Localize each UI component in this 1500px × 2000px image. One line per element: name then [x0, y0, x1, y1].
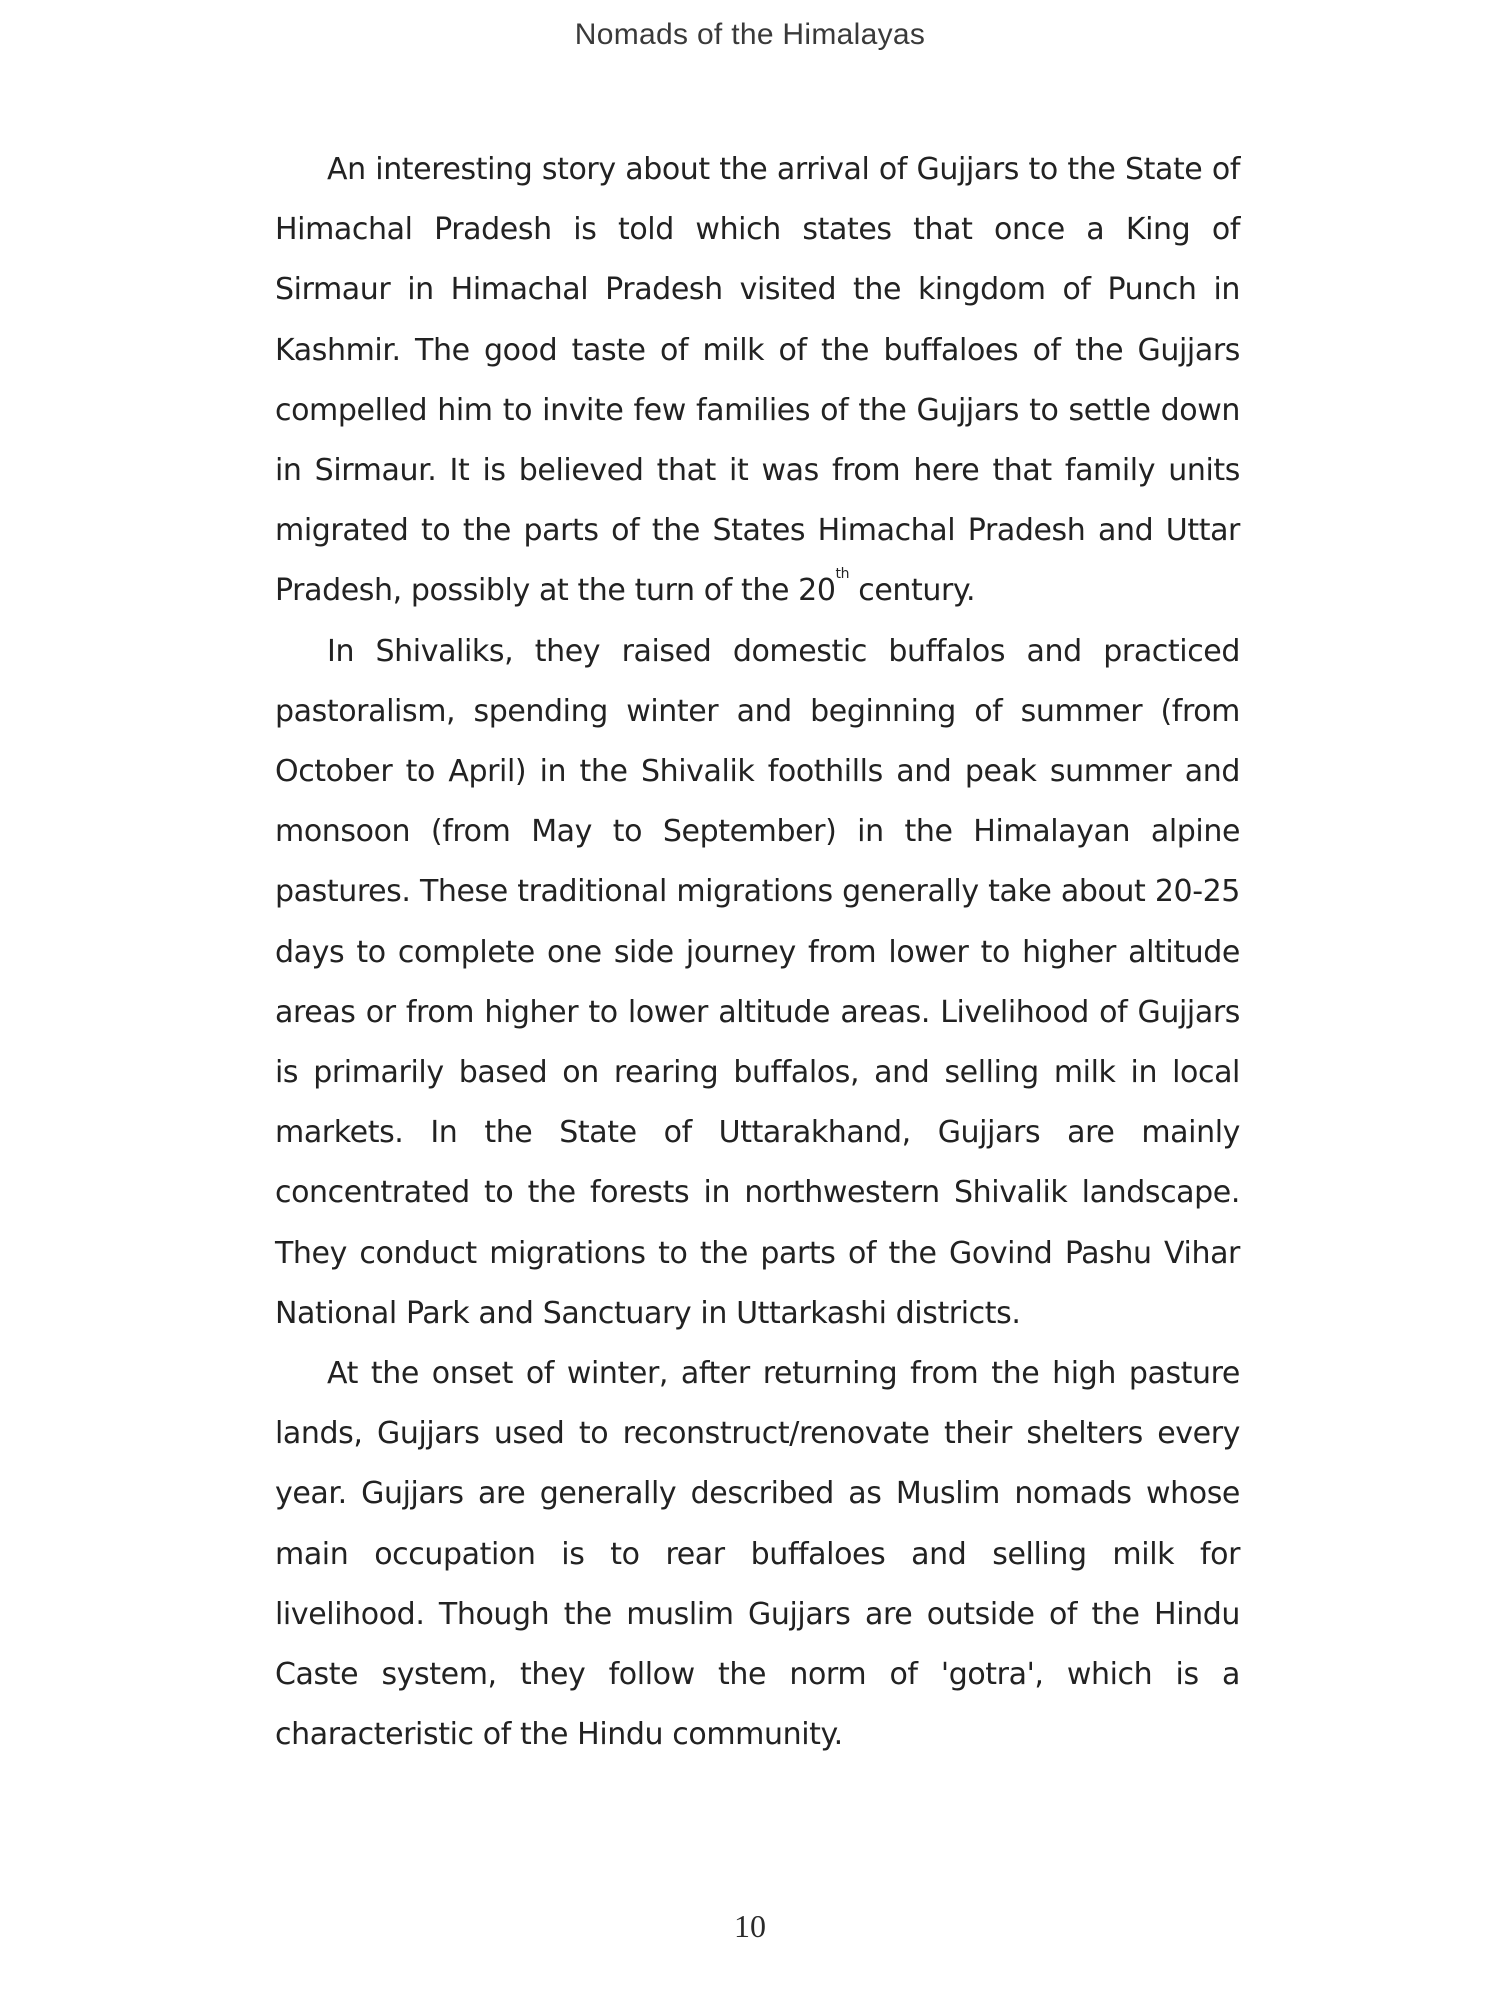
paragraph-1-ending: century.: [849, 573, 976, 609]
body-text: [275, 140, 1240, 1765]
paragraph-gujjars-arrival: [275, 140, 1240, 622]
page-number: 10: [734, 1908, 766, 1944]
paragraph-winter-shelters: At the onset of winter, after returning from the high pasture lands, Gujjars used to reconstruct/renovate their shelters every year. Gujjars are generally described as Muslim nomads whose main occupation is to rear buffaloes and selling milk for livelihood. Though the muslim Gujjars are outside of the Hindu Caste system, they follow the norm of 'gotra', which is a characteristic of the Hindu community.: [275, 1356, 1240, 1753]
paragraph-shivaliks-pastoralism: In Shivaliks, they raised domestic buffalos and practiced pastoralism, spending winter and beginning of summer (from October to April) in the Shivalik foothills and peak summer and monsoon (from May to September) in the Himalayan alpine pastures. These traditional migrations generally take about 20-25 days to complete one side journey from lower to higher altitude areas or from higher to lower altitude areas. Livelihood of Gujjars is primarily based on rearing buffalos, and selling milk in local markets. In the State of Uttarakhand, Gujjars are mainly concentrated to the forests in northwestern Shivalik landscape. They conduct migrations to the parts of the Govind Pashu Vihar National Park and Sanctuary in Uttarkashi districts.: [275, 633, 1240, 1331]
ordinal-superscript: th: [835, 566, 850, 583]
paragraph-1-main-text: An interesting story about the arrival of Gujjars to the State of Himachal Pradesh is told which states that once a King of Sirmaur in Himachal Pradesh visited the kingdom of Punch in Kashmir. The good taste of milk of the buffaloes of the Gujjars compelled him to invite few families of the Gujjars to settle down in Sirmaur. It is believed that it was from here that family units migrated to the parts of the States Himachal Pradesh and Uttar Pradesh, possibly at the turn of the 20: [275, 152, 1240, 609]
running-header-title: Nomads of the Himalayas: [574, 18, 926, 51]
